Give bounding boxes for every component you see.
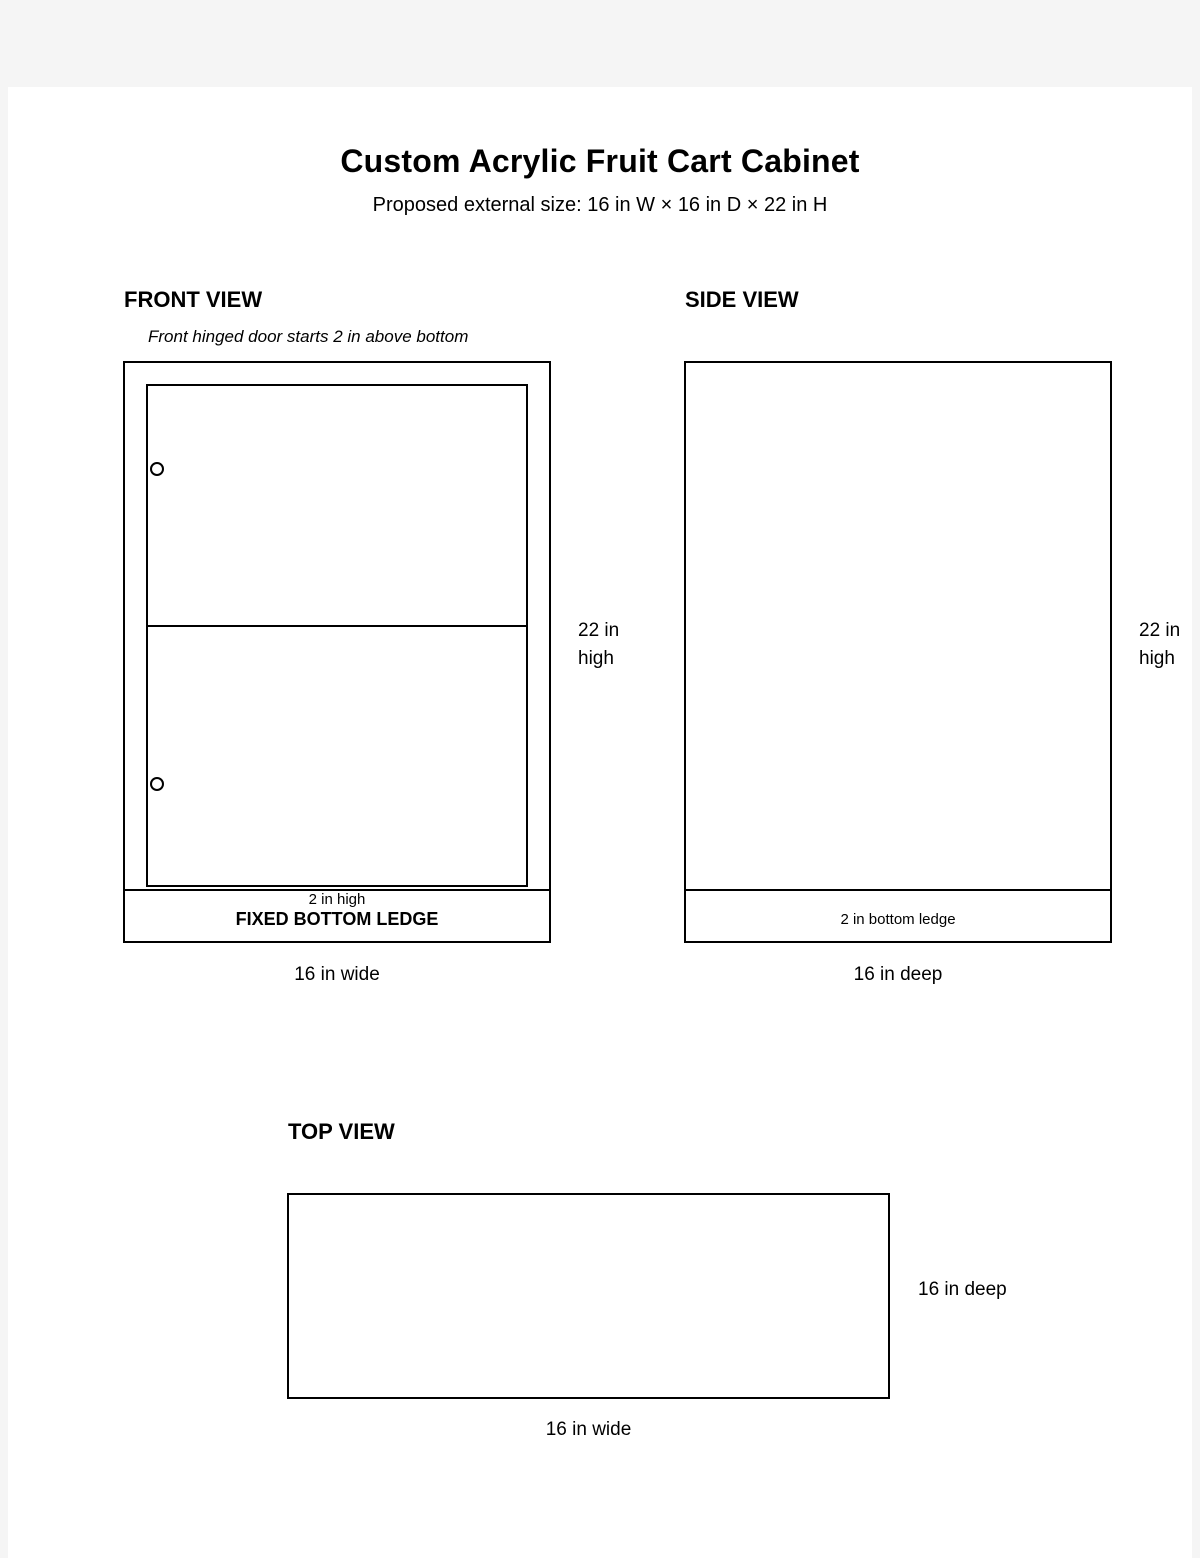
- front-view-heading: FRONT VIEW: [124, 287, 263, 312]
- front-height-label-line2: high: [578, 648, 614, 669]
- side-ledge-label: 2 in bottom ledge: [840, 911, 956, 928]
- document-subtitle: Proposed external size: 16 in W × 16 in D × 22 in H: [372, 194, 828, 216]
- hinge-icon: [150, 777, 164, 791]
- side-height-label-line2: high: [1139, 648, 1175, 669]
- front-door-panel: [146, 384, 528, 887]
- front-ledge-height-label: 2 in high: [308, 891, 366, 908]
- side-view-heading: SIDE VIEW: [685, 287, 799, 312]
- hinge-icon: [150, 462, 164, 476]
- front-view-note: Front hinged door starts 2 in above bottom: [148, 327, 469, 346]
- top-view-heading: TOP VIEW: [288, 1119, 395, 1144]
- side-ledge-divider: [684, 889, 1112, 891]
- side-depth-label: 16 in deep: [853, 964, 943, 985]
- front-height-label-line1: 22 in: [578, 620, 620, 641]
- front-height-label: [578, 617, 619, 673]
- document-title: Custom Acrylic Fruit Cart Cabinet: [340, 143, 860, 179]
- top-width-label: 16 in wide: [545, 1419, 632, 1440]
- side-height-label-line1: 22 in: [1139, 620, 1181, 641]
- front-width-label: 16 in wide: [294, 964, 380, 985]
- door-shelf-divider: [146, 625, 528, 627]
- side-height-label: [1139, 617, 1180, 673]
- side-view-cabinet-outline: [684, 361, 1112, 943]
- front-ledge-label: FIXED BOTTOM LEDGE: [235, 909, 439, 929]
- top-view-outline: [287, 1193, 890, 1399]
- top-depth-label: 16 in deep: [918, 1279, 1007, 1300]
